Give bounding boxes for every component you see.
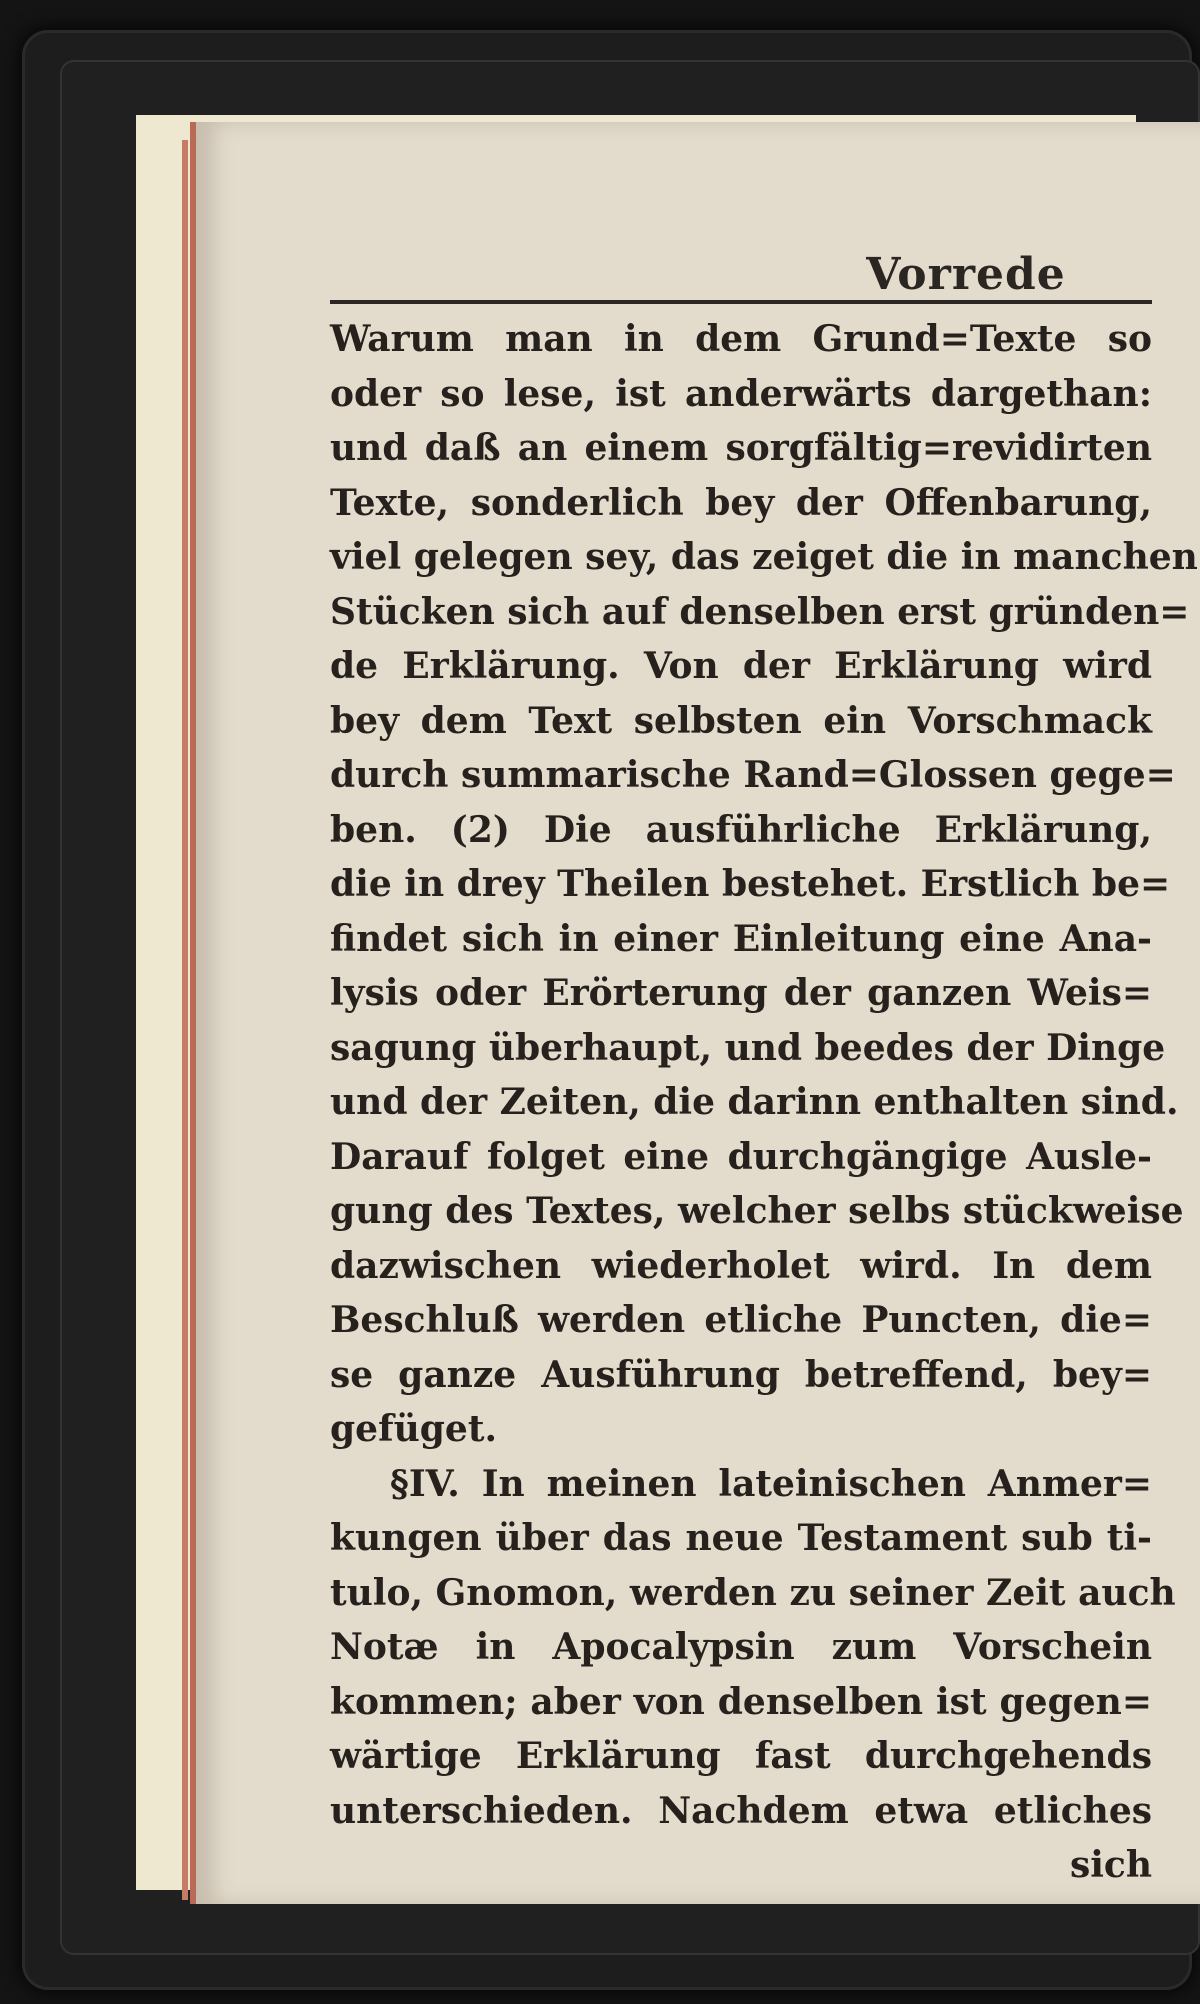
text-line: Notæ in Apocalypsin zum Vorschein <box>330 1626 1152 1668</box>
running-head: Vorrede <box>866 249 1066 300</box>
text-line: durch summarische Rand=Glossen gege= <box>330 754 1176 796</box>
text-line: wärtige Erklärung fast durchgehends <box>330 1735 1152 1777</box>
head-rule <box>330 300 1152 304</box>
text-line: tulo, Gnomon, werden zu seiner Zeit auch <box>330 1571 1176 1614</box>
text-line: Texte, sonderlich bey der Offenbarung, <box>330 481 1152 524</box>
text-line: se ganze Ausführung betreffend, bey= <box>330 1353 1152 1396</box>
text-line: sagung überhaupt, und beedes der Dinge <box>330 1026 1166 1069</box>
text-line: die in drey Theilen bestehet. Erstlich be= <box>330 863 1171 905</box>
text-line: gefüget. <box>330 1408 497 1450</box>
text-line: oder so lese, ist anderwärts dargethan: <box>330 372 1152 415</box>
text-line: findet sich in einer Einleitung eine Ana- <box>330 917 1152 960</box>
catchword: sich <box>1069 1844 1152 1886</box>
text-line: kungen über das neue Testament sub ti- <box>330 1517 1152 1559</box>
page-text <box>330 312 1198 1893</box>
text-line: kommen; aber von denselben ist gegen= <box>330 1680 1152 1723</box>
text-line: Warum man in dem Grund=Texte so <box>330 318 1152 360</box>
text-line: unterschieden. Nachdem etwa etliches <box>330 1789 1152 1832</box>
text-line: §IV. In meinen lateinischen Anmer= <box>390 1462 1152 1505</box>
text-line: bey dem Text selbsten ein Vorschmack <box>330 699 1152 742</box>
page-edge <box>182 140 188 1900</box>
text-line: dazwischen wiederholet wird. In dem <box>330 1244 1152 1287</box>
text-line: ben. (2) Die ausführliche Erklärung, <box>330 808 1152 851</box>
text-line: und der Zeiten, die darinn enthalten sind. <box>330 1081 1179 1123</box>
text-line: lysis oder Erörterung der ganzen Weis= <box>330 972 1152 1014</box>
text-line: gung des Textes, welcher selbs stückweise <box>330 1190 1184 1232</box>
text-line: Stücken sich auf denselben erst gründen= <box>330 590 1190 633</box>
text-line: viel gelegen sey, das zeiget die in manchen <box>330 536 1198 578</box>
text-line: und daß an einem sorgfältig=revidirten <box>330 427 1152 469</box>
text-line: Darauf folget eine durchgängige Ausle- <box>330 1135 1152 1178</box>
text-line: de Erklärung. Von der Erklärung wird <box>330 645 1152 687</box>
text-line: Beschluß werden etliche Puncten, die= <box>330 1299 1152 1341</box>
